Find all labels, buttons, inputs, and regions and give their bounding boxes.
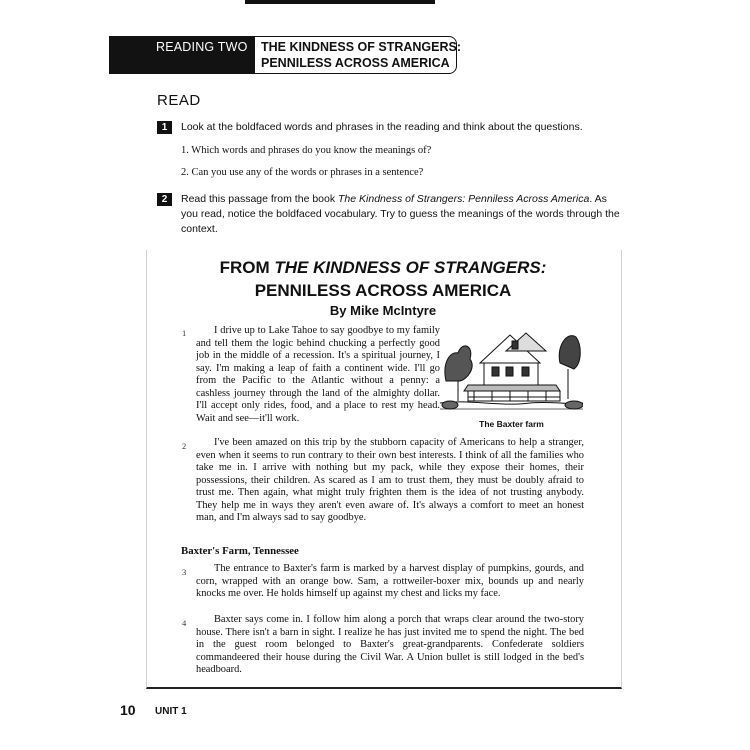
paragraph-1-number: 1: [182, 328, 187, 338]
step-2-number-icon: 2: [157, 193, 172, 206]
step-2-text-after: . As you read, notice the boldfaced vocabulary. Try to guess the meanings of the words through the context.: [181, 193, 620, 235]
step-1-instruction: Look at the boldfaced words and phrases in the reading and think about the questions.: [181, 121, 583, 133]
paragraph-4: Baxter says come in. I follow him along a porch that wraps clear around the two-story house. There isn't a barn in sight. I realize he has just invited me to spend the night. The bed in the guest room belonged to Baxter's great-grandparents. Confederate soldiers commandeered their house during the Civil War. A Union bullet is still lodged in the bed's headboard.: [196, 614, 584, 675]
header-title-line2: PENNILESS ACROSS AMERICA: [261, 56, 450, 70]
header-label: READING TWO: [156, 40, 248, 54]
reading-title-italic: THE KINDNESS OF STRANGERS:: [274, 258, 547, 277]
step-2-text-before: Read this passage from the book: [181, 193, 339, 205]
step-1-number-icon: 1: [157, 121, 172, 134]
paragraph-2: I've been amazed on this trip by the stubborn capacity of Americans to help a stranger, even when it seems to run contrary to their own best interests. I think of all the families who take me in. I arrive with nothing but my pack, while they expose their homes, their possessions, their children. As scared as I am to trust them, they must be doubly afraid to trust me. Then again, what might truly frighten them is the idea of not trusting anybody. They help me in ways they aren't even aware of. It's always a comfort to meet an honest man, and I'm always sad to say goodbye.: [196, 437, 584, 523]
reading-byline: By Mike McIntyre: [329, 303, 437, 318]
page-number: 10: [120, 702, 136, 718]
paragraph-2-number: 2: [182, 441, 187, 451]
step-2-instruction: [181, 192, 625, 237]
step-1-question-2: 2. Can you use any of the words or phrases in a sentence?: [181, 167, 424, 178]
top-edge-rule: [245, 0, 435, 4]
header-title-tab: [255, 36, 462, 74]
reading-title-prefix: FROM: [219, 258, 275, 277]
baxter-farm-illustration: [440, 323, 583, 417]
paragraph-1: I drive up to Lake Tahoe to say goodbye to my family and tell them the logic behind chucking a perfectly good job in the middle of a recession. It's a spiritual journey, I say. I'm making a leap of faith a continent wide. I'll go from the Pacific to the Atlantic without a penny: a cashless journey through the land of the almighty dollar. I'll accept only rides, food, and a place to rest my head. Wait and see—it'll work.: [196, 325, 440, 424]
reading-title-line2: PENNILESS ACROSS AMERICA: [254, 281, 512, 300]
header-title-line1: THE KINDNESS OF STRANGERS:: [261, 40, 462, 54]
reading-title-line1: [146, 258, 620, 278]
reading-header: [109, 36, 462, 74]
paragraph-3: The entrance to Baxter's farm is marked by a harvest display of pumpkins, gourds, and corn, wrapped with an orange bow. Sam, a rottweiler-boxer mix, bounds up and nearly knocks me over. He holds himself up against my chest and licks my face.: [196, 563, 584, 599]
paragraph-4-number: 4: [182, 618, 187, 628]
paragraph-3-number: 3: [182, 567, 187, 577]
farm-subheading: Baxter's Farm, Tennessee: [181, 545, 299, 557]
step-2-book-title: The Kindness of Strangers: Penniless Across America: [338, 193, 590, 205]
section-heading: READ: [157, 92, 201, 109]
illustration-caption: The Baxter farm: [479, 419, 544, 429]
unit-label: UNIT 1: [155, 706, 187, 717]
step-1-question-1: 1. Which words and phrases do you know the meanings of?: [181, 145, 432, 156]
header-label-block: [109, 36, 255, 74]
